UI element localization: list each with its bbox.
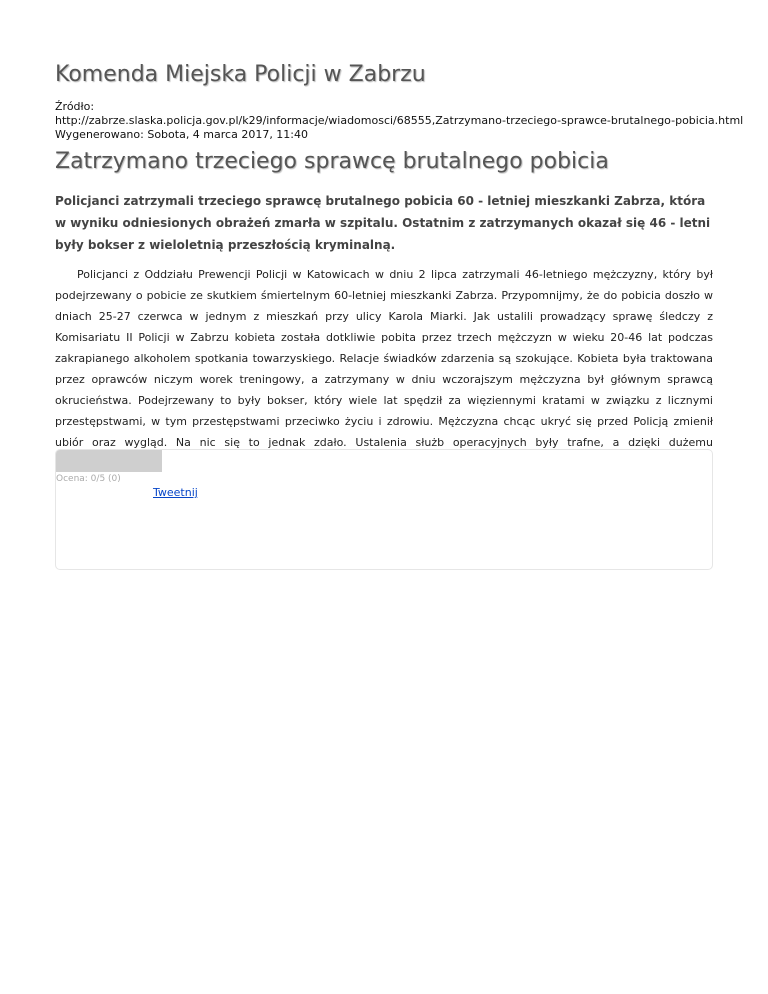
tweet-link[interactable]: Tweetnij [153, 486, 198, 499]
article-lead: Policjanci zatrzymali trzeciego sprawcę brutalnego pobicia 60 - letniej mieszkanki Zabrza, która w wyniku odniesionych obrażeń zmarła w szpitalu. Ostatnim z zatrzymanych okazał się 46 - letni były bokser z wieloletnią przeszłością kryminalną. [55, 194, 711, 252]
source-label: Źródło: [55, 100, 95, 113]
generated-date: Wygenerowano: Sobota, 4 marca 2017, 11:40 [55, 128, 309, 141]
rating-text: Ocena: 0/5 (0) [56, 474, 121, 484]
source-url: http://zabrze.slaska.policja.gov.pl/k29/informacje/wiadomosci/68555,Zatrzymano-trzeciego-sprawce-brutalnego-pobicia.html [55, 114, 744, 127]
site-title: Komenda Miejska Policji w Zabrzu [55, 62, 426, 87]
article-body: Policjanci z Oddziału Prewencji Policji w Katowicach w dniu 2 lipca zatrzymali 46-letniego mężczyzny, który był podejrzewany o pobicie ze skutkiem śmiertelnym 60-letniej mieszkanki Zabrza. Przypomnijmy, że do pobicia doszło w dniach 25-27 czerwca w jednym z mieszkań przy ulicy Karola Miarki. Jak ustalili prowadzący sprawę śledczy z Komisariatu II Policji w Zabrzu kobieta została dotkliwie pobita przez trzech mężczyzn w wieku 20-46 lat podczas zakrapianego alkoholem spotkania towarzyskiego. Relacje świadków zdarzenia są szokujące. Kobieta była traktowana przez oprawców niczym worek treningowy, a zatrzymany w dniu wczorajszym mężczyzna był głównym sprawcą okrucieństwa. Podejrzewany to były bokser, który wiele lat spędził za więziennymi kratami w związku z licznymi przestępstwami, w tym przestępstwami przeciwko życiu i zdrowiu. Mężczyzna chcąc ukryć się przed Policją zmienił ubiór oraz wygląd. Na nic się to jednak zdało. Ustalenia służb operacyjnych były trafne, a dzięki dużemu [55, 268, 713, 449]
article-title: Zatrzymano trzeciego sprawcę brutalnego pobicia [55, 149, 609, 174]
rating-stars-bar[interactable] [56, 450, 162, 472]
rating-panel [55, 449, 713, 570]
print-metadata [55, 100, 743, 142]
